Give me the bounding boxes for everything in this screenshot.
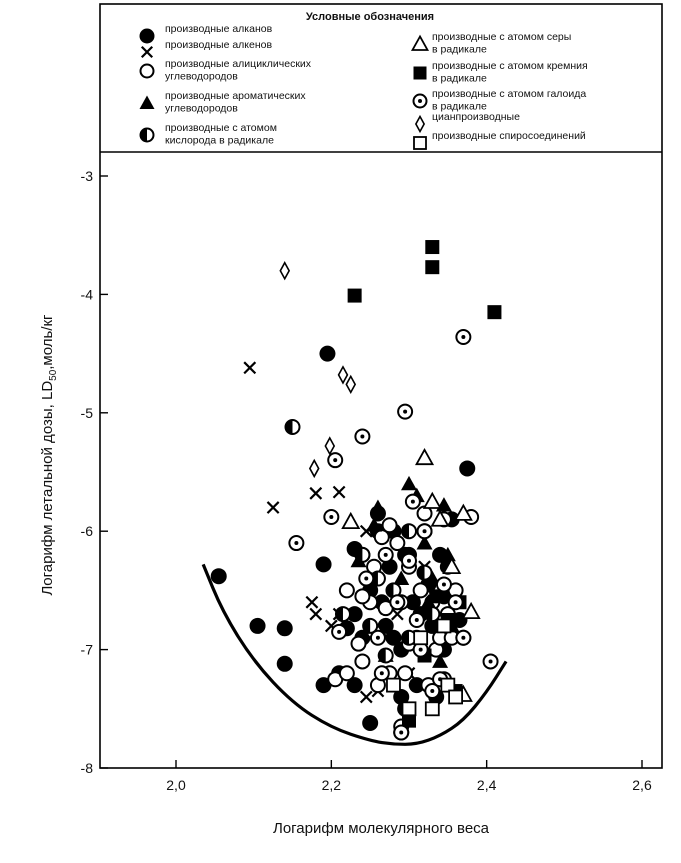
legend-label-silicon: в радикале [432, 72, 487, 85]
legend-item-alicyclic [141, 58, 312, 83]
point-halogen [359, 572, 373, 586]
dot-circle-center [461, 636, 465, 640]
point-spiro [426, 702, 439, 715]
point-cyano [325, 438, 334, 454]
x-tick-label: 2,4 [476, 777, 497, 793]
y-tick-label: -8 [80, 760, 93, 776]
point-halogen [456, 330, 470, 344]
x-tick-label: 2,2 [321, 777, 342, 793]
x-tick-label: 2,0 [166, 777, 186, 793]
y-tick-label: -4 [80, 286, 93, 303]
legend-marker-spiro [414, 137, 426, 149]
point-alicyclic [355, 654, 369, 668]
dot-circle-center [360, 434, 364, 438]
point-sulfur [343, 514, 359, 528]
legend-label-aromatic: углеводородов [165, 102, 238, 115]
legend-marker-silicon [414, 67, 427, 80]
point-halogen [406, 495, 420, 509]
legend-label-alkanes: производные алканов [165, 23, 273, 35]
y-axis-title-unit: ,моль/кг [39, 314, 56, 370]
point-alicyclic [414, 583, 428, 597]
point-alkanes [459, 460, 475, 476]
point-alicyclic [355, 589, 369, 603]
point-alkenes [306, 597, 317, 608]
dot-circle-center [376, 636, 380, 640]
point-cyano [280, 263, 289, 279]
point-oxygen [379, 649, 393, 663]
point-alkenes [361, 691, 372, 702]
point-oxygen [286, 420, 300, 434]
legend-marker-sulfur [413, 37, 428, 51]
legend-marker-alkenes [142, 47, 153, 58]
y-axis-title-main: Логарифм летальной дозы, LD [39, 380, 56, 596]
point-alkanes [362, 715, 378, 731]
point-silicon [425, 240, 439, 254]
dot-circle-center [454, 600, 458, 604]
data-points [211, 240, 502, 740]
point-silicon [348, 289, 362, 303]
point-alkanes [277, 656, 293, 672]
legend-item-cyano [416, 111, 520, 132]
point-oxygen [402, 524, 416, 538]
y-tick-label: -6 [80, 523, 93, 540]
point-alkenes [267, 502, 278, 513]
legend-label-halogen: в радикале [432, 100, 487, 113]
legend-label-alicyclic: углеводородов [165, 70, 238, 83]
point-alicyclic [390, 536, 404, 550]
legend-label-halogen: производные с атомом галоида [432, 88, 587, 100]
legend-marker-halogen [414, 95, 427, 108]
dot-circle-center [380, 671, 384, 675]
legend-label-aromatic: производные ароматических [165, 90, 306, 102]
dot-circle-center [442, 582, 446, 586]
point-halogen [484, 654, 498, 668]
legend [140, 11, 588, 149]
dot-circle-center [294, 541, 298, 545]
point-alicyclic [340, 583, 354, 597]
point-halogen [332, 625, 346, 639]
legend-label-sulfur: в радикале [432, 43, 487, 56]
dot-circle-center [384, 553, 388, 557]
dot-circle-center [407, 559, 411, 563]
legend-label-alicyclic: производные алициклических [165, 58, 312, 70]
point-halogen [437, 577, 451, 591]
point-cyano [310, 460, 319, 476]
point-sulfur [417, 450, 433, 464]
dot-circle-center [337, 630, 341, 634]
point-alicyclic [383, 518, 397, 532]
dot-circle-center [403, 410, 407, 414]
point-alkenes [334, 487, 345, 498]
point-halogen [324, 510, 338, 524]
dot-circle-center [423, 529, 427, 533]
legend-item-aromatic [140, 90, 307, 115]
point-alkenes [244, 362, 255, 373]
point-spiro [403, 702, 416, 715]
dot-circle-center [329, 515, 333, 519]
legend-label-alkenes: производные алкенов [165, 39, 273, 51]
point-sulfur [424, 494, 440, 508]
dot-circle-center [399, 730, 403, 734]
legend-item-spiro [414, 130, 586, 149]
point-halogen [390, 595, 404, 609]
point-halogen [402, 554, 416, 568]
legend-marker-alicyclic [141, 65, 154, 78]
legend-item-halogen [414, 88, 587, 113]
point-cyano [339, 367, 348, 383]
dot-circle-center [430, 689, 434, 693]
legend-marker-aromatic [140, 96, 155, 110]
axis-ticks [81, 168, 652, 793]
dot-circle-center [461, 335, 465, 339]
legend-label-sulfur: производные с атомом серы [432, 31, 572, 43]
point-alkenes [310, 608, 321, 619]
point-oxygen [355, 548, 369, 562]
x-tick-label: 2,6 [632, 777, 652, 793]
y-axis-title-subscript: 50 [48, 369, 59, 381]
point-halogen [418, 524, 432, 538]
legend-marker-alkanes [140, 29, 155, 44]
point-halogen [410, 613, 424, 627]
series-cyano [280, 263, 355, 477]
point-oxygen [336, 607, 350, 621]
point-cyano [346, 376, 355, 392]
point-alkanes [316, 556, 332, 572]
legend-label-silicon: производные с атомом кремния [432, 60, 588, 72]
point-oxygen [418, 566, 432, 580]
legend-label-oxygen: производные с атомом [165, 122, 277, 134]
point-alkanes [319, 346, 335, 362]
point-halogen [371, 631, 385, 645]
point-aromatic [370, 500, 386, 514]
point-alicyclic [352, 637, 366, 651]
point-halogen [355, 429, 369, 443]
point-spiro [449, 690, 462, 703]
y-tick-label: -3 [80, 168, 93, 184]
point-halogen [379, 548, 393, 562]
legend-label-spiro: производные спиросоединений [432, 130, 586, 142]
point-halogen [456, 631, 470, 645]
point-spiro [414, 631, 427, 644]
point-halogen [398, 405, 412, 419]
dot-circle-center [489, 659, 493, 663]
legend-item-oxygen [141, 122, 277, 147]
x-axis-title: Логарифм молекулярного веса [272, 820, 490, 837]
point-halogen [289, 536, 303, 550]
legend-label-oxygen: кислорода в радикале [165, 134, 274, 147]
dot-circle-center [395, 600, 399, 604]
dot-circle-center [415, 618, 419, 622]
y-tick-label: -5 [80, 404, 93, 421]
point-aromatic [401, 476, 417, 490]
dot-circle-center [333, 458, 337, 462]
point-halogen [449, 595, 463, 609]
legend-item-silicon [414, 60, 588, 85]
point-alkanes [250, 618, 266, 634]
point-silicon [487, 305, 501, 319]
legend-marker-cyano [416, 117, 424, 132]
y-tick-label: -7 [80, 641, 93, 658]
point-alicyclic [340, 666, 354, 680]
point-halogen [394, 725, 408, 739]
point-alkanes [277, 620, 293, 636]
point-spiro [387, 679, 400, 692]
y-axis-title [39, 314, 59, 596]
legend-marker-oxygen [141, 129, 154, 142]
point-alkanes [211, 568, 227, 584]
point-spiro [437, 619, 450, 632]
point-halogen [328, 453, 342, 467]
dot-circle-center [364, 577, 368, 581]
legend-item-alkenes [142, 39, 273, 57]
legend-title: Условные обозначения [305, 11, 435, 23]
dot-circle-center [418, 99, 422, 103]
dot-circle-center [411, 500, 415, 504]
legend-label-cyano: цианпроизводные [432, 111, 520, 123]
point-silicon [425, 260, 439, 274]
dot-circle-center [419, 648, 423, 652]
point-alkenes [310, 488, 321, 499]
legend-item-sulfur [413, 31, 572, 56]
